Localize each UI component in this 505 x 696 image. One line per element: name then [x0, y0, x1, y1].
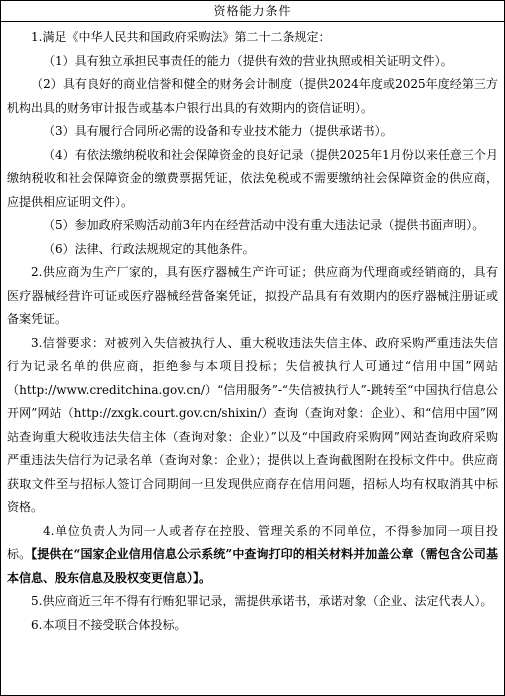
table-title: 资格能力条件 [1, 1, 504, 22]
condition-1-4: （4）有依法缴纳税收和社会保障资金的良好记录（提供2025年1月份以来任意三个月缴纳税收和社会保障资金的缴费票据凭证，依法免税或不需要缴纳社会保障资金的供应商，应提供相应证明文件）。 [7, 147, 498, 209]
condition-1-5: （5）参加政府采购活动前3年内在经营活动中没有重大违法记录（提供书面声明）。 [43, 218, 485, 232]
condition-6: 6.本项目不接受联合体投标。 [31, 617, 187, 632]
condition-3: 3.信誉要求：对被列入失信被执行人、重大税收违法失信主体、政府采购严重违法失信行为记录名单的供应商，拒绝参与本项目投标；失信被执行人可通过“信用中国”网站（http://www.creditchina.gov.cn/）“信用服务”-“失信被执行人”-跳转至“中国执行信息公开网”网站（http://zxgk.court.gov.cn/shixin/）查询（查询对象：企业）、和“信用中国”网站查询重大税收违法失信主体（查询对象：企业）”以及“中国政府采购网”网站查询政府采购严重违法失信行为记录名单（查询对象：企业）；提供以上查询截图附在投标文件中。供应商获取文件至与招标人签订合同期间一旦发现供应商存在信用问题，招标人均有权取消其中标资格。 [7, 335, 498, 514]
condition-1-3: （3）具有履行合同所必需的设备和专业技术能力（提供承诺书）。 [43, 124, 393, 138]
condition-5: 5.供应商近三年不得有行贿犯罪记录，需提供承诺书，承诺对象（企业、法定代表人）。 [31, 594, 493, 608]
condition-2: 2.供应商为生产厂家的，具有医疗器械生产许可证；供应商为代理商或经销商的，具有医疗器械经营许可证或医疗器械经营备案凭证，拟投产品具有有效期内的医疗器械注册证或备案凭证。 [7, 265, 498, 326]
condition-1-6: （6）法律、行政法规规定的其他条件。 [43, 241, 255, 256]
condition-1-1: （1）具有独立承担民事责任的能力（提供有效的营业执照或相关证明文件）。 [43, 53, 453, 68]
condition-4-text: 4.单位负责人为同一人或者存在控股、管理关系的不同单位，不得参加同一项目投标。 [7, 523, 498, 561]
condition-1-2: （2）具有良好的商业信誉和健全的财务会计制度（提供2024年度或2025年度经第三方机构出具的财务审计报告或基本户银行出具的有效期内的资信证明）。 [7, 77, 498, 115]
condition-4-note: 【提供在“国家企业信用信息公示系统”中查询打印的相关材料并加盖公章（需包含公司基本信息、股东信息及股权变更信息）】。 [7, 547, 498, 585]
conditions-list [1, 22, 504, 637]
condition-1: 1.满足《中华人民共和国政府采购法》第二十二条规定： [31, 30, 331, 44]
condition-4 [7, 520, 498, 591]
